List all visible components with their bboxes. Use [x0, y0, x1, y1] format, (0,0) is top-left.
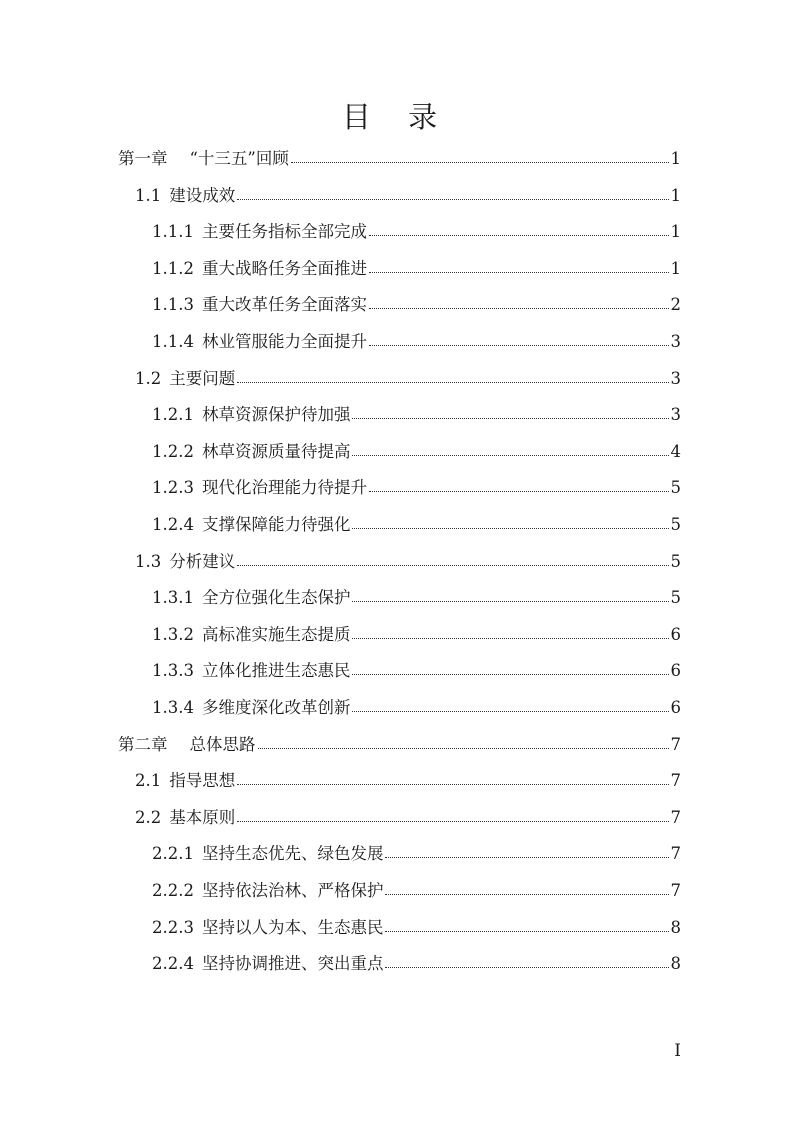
toc-entry-page: 1	[670, 222, 681, 242]
toc-entry-number: 1.2.2	[152, 441, 194, 461]
toc-entry-title: 坚持以人为本、生态惠民	[201, 917, 384, 937]
toc-entry[interactable]	[152, 839, 681, 869]
toc-entry-page: 5	[670, 588, 681, 608]
toc-entry-title: 坚持协调推进、突出重点	[201, 954, 384, 974]
toc-entry-number: 1.2	[135, 368, 162, 388]
toc-entry[interactable]	[135, 181, 681, 211]
toc-entry[interactable]	[152, 437, 681, 467]
dot-leader	[352, 417, 668, 419]
toc-entry[interactable]	[152, 693, 681, 723]
toc-entry-number: 第一章	[118, 149, 168, 168]
toc-entry-page: 5	[670, 478, 681, 498]
toc-entry-page: 2	[670, 295, 681, 315]
toc-entry-number: 1.1	[135, 185, 162, 205]
dot-leader	[352, 600, 668, 602]
toc-entry-title: 支撑保障能力待强化	[201, 515, 351, 534]
toc-entry-page: 6	[670, 624, 681, 644]
dot-leader	[369, 344, 669, 346]
toc-entry-page: 1	[670, 149, 681, 168]
page-number: I	[674, 1041, 681, 1061]
toc-entry-title: 现代化治理能力待提升	[201, 478, 367, 498]
toc-entry-number: 1.1.2	[152, 258, 194, 278]
dot-leader	[385, 966, 668, 968]
toc-entry-page: 4	[670, 441, 681, 461]
toc-entry-title: “十三五”回顾	[189, 149, 289, 168]
dot-leader	[369, 271, 669, 273]
toc-entry-page: 3	[670, 405, 681, 425]
toc-entry-title: 基本原则	[169, 807, 236, 827]
toc-entry-page: 8	[670, 954, 681, 974]
toc-entry-number: 2.2.3	[152, 917, 194, 937]
toc-entry-title: 高标准实施生态提质	[201, 624, 351, 644]
toc-entry[interactable]	[152, 949, 681, 979]
toc-entry[interactable]	[152, 583, 681, 613]
dot-leader	[385, 856, 668, 858]
toc-entry[interactable]	[152, 473, 681, 503]
dot-leader	[258, 747, 669, 749]
toc-entry-page: 7	[670, 734, 681, 754]
toc-entry-title: 指导思想	[169, 771, 236, 791]
toc-entry[interactable]	[152, 400, 681, 430]
toc-entry-number: 1.3.2	[152, 624, 194, 644]
toc-entry-number: 1.2.4	[152, 515, 194, 534]
dot-leader	[237, 783, 668, 785]
toc-entry-number: 1.1.4	[152, 332, 194, 351]
toc-entry-page: 7	[670, 844, 681, 864]
toc-entry-number: 1.3.3	[152, 661, 194, 681]
toc-entry[interactable]	[135, 803, 681, 833]
toc-entry-page: 6	[670, 698, 681, 717]
toc-entry-page: 7	[670, 881, 681, 900]
toc-entry[interactable]	[152, 620, 681, 650]
toc-entry-title: 立体化推进生态惠民	[201, 661, 351, 681]
toc-entry-title: 重大战略任务全面推进	[201, 258, 367, 278]
dot-leader	[291, 161, 669, 163]
toc-entry-title: 分析建议	[169, 551, 236, 571]
toc-entry-number: 1.1.3	[152, 295, 194, 315]
dot-leader	[369, 307, 669, 309]
toc-entry-title: 多维度深化改革创新	[201, 698, 351, 717]
dot-leader	[369, 234, 669, 236]
toc-entry-title: 林草资源质量待提高	[201, 441, 351, 461]
toc-entry[interactable]	[118, 144, 681, 174]
toc-entry-number: 2.2.1	[152, 844, 194, 864]
toc-entry-number: 1.2.1	[152, 405, 194, 425]
toc-entry-page: 8	[670, 917, 681, 937]
dot-leader	[352, 710, 668, 712]
toc-entry-title: 主要任务指标全部完成	[201, 222, 367, 242]
toc-entry[interactable]	[152, 327, 681, 357]
toc-entry[interactable]	[152, 656, 681, 686]
toc-entry-title: 重大改革任务全面落实	[201, 295, 367, 315]
toc-entry-page: 6	[670, 661, 681, 681]
toc-entry[interactable]	[135, 547, 681, 577]
toc-entry-title: 坚持依法治林、严格保护	[201, 881, 384, 900]
toc-entry[interactable]	[152, 254, 681, 284]
dot-leader	[352, 527, 668, 529]
toc-entry-number: 2.2.4	[152, 954, 194, 974]
dot-leader	[385, 930, 668, 932]
toc-entry-page: 7	[670, 771, 681, 791]
toc-entry-number: 1.3	[135, 551, 162, 571]
dot-leader	[352, 673, 668, 675]
toc-entry[interactable]	[152, 913, 681, 943]
toc-entry[interactable]	[152, 217, 681, 247]
toc-entry-number: 1.3.4	[152, 698, 194, 717]
toc-entry-page: 5	[670, 551, 681, 571]
toc-entry-title: 总体思路	[189, 734, 256, 754]
dot-leader	[385, 893, 668, 895]
toc-entry[interactable]	[135, 364, 681, 394]
toc-entry[interactable]	[135, 766, 681, 796]
dot-leader	[369, 490, 669, 492]
toc-entry-title: 林草资源保护待加强	[201, 405, 351, 425]
dot-leader	[237, 381, 668, 383]
toc-entry-title: 建设成效	[169, 185, 236, 205]
toc-entry-title: 林业管服能力全面提升	[201, 332, 367, 351]
dot-leader	[237, 564, 668, 566]
toc-entry-number: 1.3.1	[152, 588, 194, 608]
dot-leader	[352, 454, 668, 456]
toc-entry-page: 1	[670, 258, 681, 278]
toc-entry-title: 主要问题	[169, 368, 236, 388]
page-title: 目 录	[341, 100, 452, 134]
toc-entry-number: 1.1.1	[152, 222, 194, 242]
toc-entry-page: 1	[670, 185, 681, 205]
toc-entry-title: 全方位强化生态保护	[201, 588, 351, 608]
toc-entry[interactable]	[152, 290, 681, 320]
toc-entry-number: 第二章	[118, 734, 168, 754]
toc-entry-number: 2.2.2	[152, 881, 194, 900]
dot-leader	[237, 820, 668, 822]
toc-entry-number: 2.2	[135, 807, 162, 827]
dot-leader	[352, 637, 668, 639]
toc-entry-page: 3	[670, 332, 681, 351]
dot-leader	[237, 198, 668, 200]
toc-entry-title: 坚持生态优先、绿色发展	[201, 844, 384, 864]
toc-entry-number: 1.2.3	[152, 478, 194, 498]
toc-entry[interactable]	[152, 510, 681, 540]
toc-entry[interactable]	[118, 730, 681, 760]
toc-entry-page: 7	[670, 807, 681, 827]
toc-entry-page: 5	[670, 515, 681, 534]
toc-entry-number: 2.1	[135, 771, 162, 791]
toc-entry[interactable]	[152, 876, 681, 906]
toc-entry-page: 3	[670, 368, 681, 388]
